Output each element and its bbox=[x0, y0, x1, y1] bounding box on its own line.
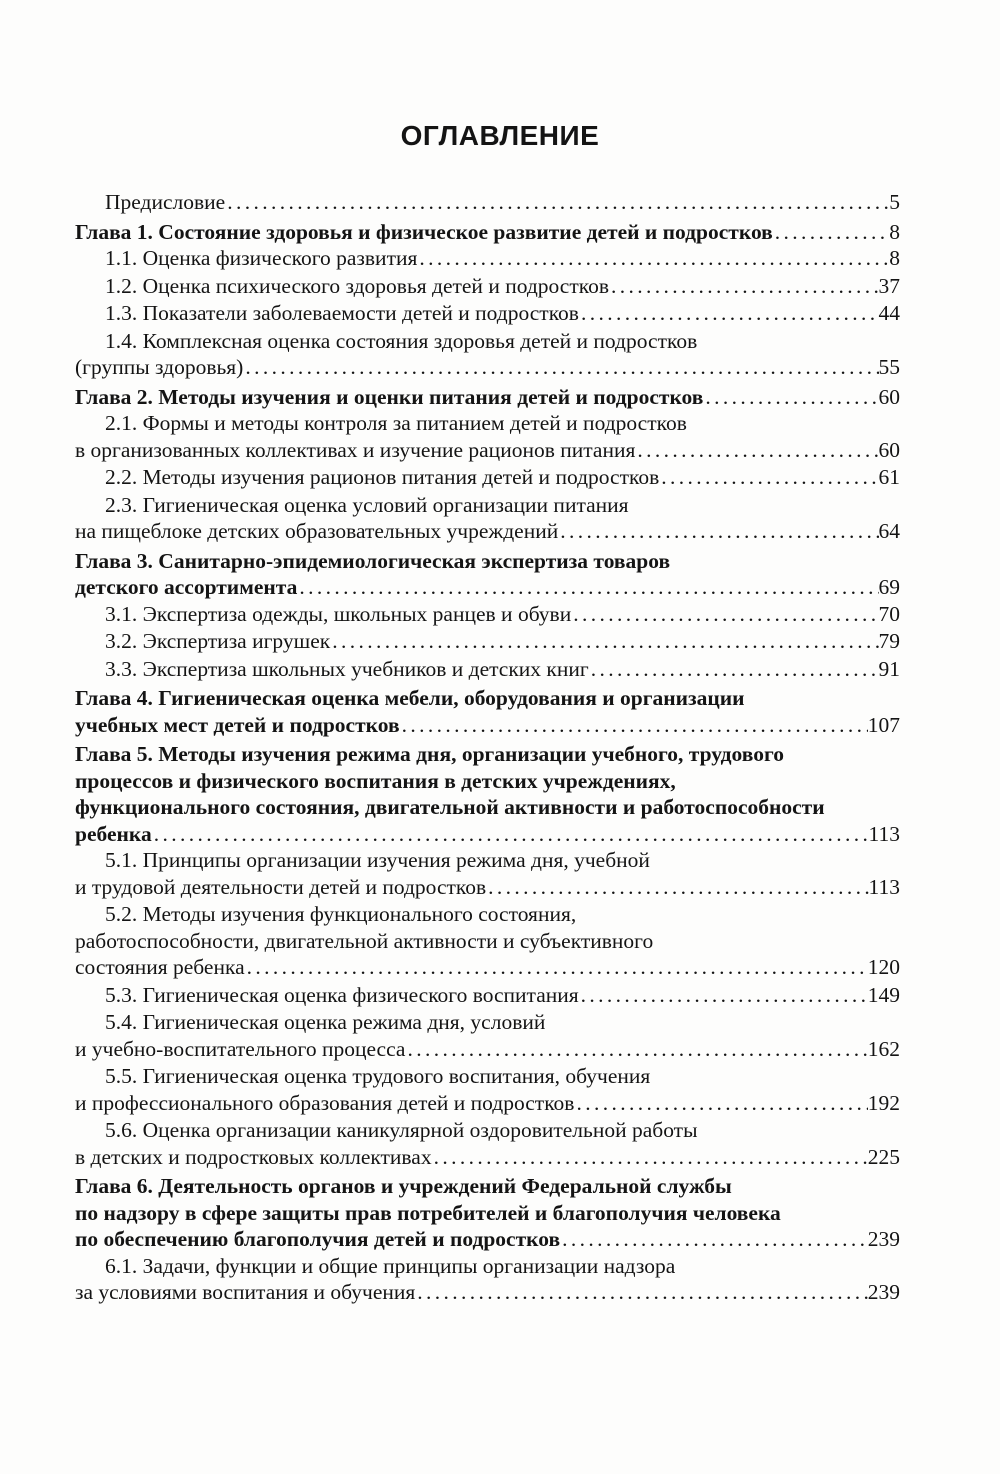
toc-line bbox=[75, 1117, 900, 1144]
toc-line bbox=[75, 628, 900, 655]
dot-leader bbox=[330, 628, 878, 655]
page-number: 69 bbox=[878, 575, 900, 599]
toc-entry-text: и профессионального образования детей и подростков bbox=[75, 1090, 575, 1115]
toc-entry-text: 2.3. Гигиеническая оценка условий организации питания bbox=[105, 492, 629, 517]
dot-leader bbox=[405, 1036, 867, 1063]
toc-entry-text: 3.3. Экспертиза школьных учебников и детских книг bbox=[105, 656, 589, 681]
toc-entry-text: Глава 1. Состояние здоровья и физическое развитие детей и подростков bbox=[75, 219, 773, 244]
toc-line bbox=[75, 518, 900, 545]
page-title: ОГЛАВЛЕНИЕ bbox=[400, 120, 600, 151]
toc-line bbox=[75, 685, 900, 712]
toc-line bbox=[75, 219, 900, 246]
dot-leader bbox=[152, 821, 869, 848]
toc-line bbox=[75, 300, 900, 327]
toc-entry-text: Глава 5. Методы изучения режима дня, организации учебного, трудового bbox=[75, 742, 784, 766]
toc-line bbox=[75, 768, 900, 795]
toc-chapter bbox=[75, 1173, 900, 1253]
toc-section bbox=[75, 656, 900, 683]
toc-line bbox=[75, 548, 900, 575]
dot-leader bbox=[571, 601, 878, 628]
toc-line bbox=[75, 712, 900, 739]
toc-line bbox=[75, 901, 900, 928]
toc-line bbox=[75, 821, 900, 848]
toc-line bbox=[75, 928, 900, 955]
dot-leader bbox=[659, 464, 878, 491]
dot-leader bbox=[558, 518, 878, 545]
toc-line bbox=[75, 954, 900, 981]
toc-line bbox=[75, 328, 900, 355]
toc-entry-text: Глава 4. Гигиеническая оценка мебели, оборудования и организации bbox=[75, 686, 745, 710]
toc-section bbox=[75, 847, 900, 900]
toc-entry-text: детского ассортимента bbox=[75, 575, 298, 599]
toc-entry-text: за условиями воспитания и обучения bbox=[75, 1280, 416, 1304]
page-number: 61 bbox=[878, 465, 900, 489]
toc-line bbox=[75, 1173, 900, 1200]
page-number: 64 bbox=[878, 519, 900, 543]
toc-entry-text: 3.2. Экспертиза игрушек bbox=[105, 629, 331, 653]
toc-line bbox=[75, 982, 900, 1009]
dot-leader bbox=[703, 384, 878, 411]
page-number: 55 bbox=[878, 355, 900, 379]
toc-entry-text: учебных мест детей и подростков bbox=[75, 712, 400, 737]
dot-leader bbox=[297, 574, 878, 601]
toc-preface bbox=[75, 189, 900, 216]
toc-entry-text: 1.2. Оценка психического здоровья детей и подростков bbox=[105, 273, 610, 298]
toc-line bbox=[75, 1063, 900, 1090]
toc-entry-text: 5.2. Методы изучения функционального состояния, bbox=[105, 902, 577, 926]
toc-line bbox=[75, 1036, 900, 1063]
toc-line bbox=[75, 874, 900, 901]
toc-line bbox=[75, 410, 900, 437]
toc-entry-text: в детских и подростковых коллективах bbox=[75, 1144, 432, 1169]
toc-section bbox=[75, 245, 900, 272]
toc-chapter bbox=[75, 548, 900, 601]
page-number: 44 bbox=[878, 301, 900, 325]
table-of-contents bbox=[75, 189, 900, 1306]
page-number: 8 bbox=[889, 219, 900, 244]
page-number: 113 bbox=[868, 821, 900, 846]
dot-leader bbox=[773, 219, 889, 246]
toc-entry-text: 5.5. Гигиеническая оценка трудового воспитания, обучения bbox=[105, 1064, 651, 1088]
toc-chapter bbox=[75, 741, 900, 847]
toc-entry-text: и трудовой деятельности детей и подростков bbox=[75, 874, 487, 899]
toc-entry-text: в организованных коллективах и изучение рационов питания bbox=[75, 437, 636, 462]
toc-entry-text: по обеспечению благополучия детей и подростков bbox=[75, 1227, 561, 1251]
page-number: 120 bbox=[867, 955, 900, 979]
toc-section bbox=[75, 492, 900, 545]
toc-entry-text: работоспособности, двигательной активности и субъективного bbox=[75, 928, 654, 953]
page-number: 239 bbox=[867, 1280, 900, 1304]
dot-leader bbox=[579, 300, 879, 327]
toc-line bbox=[75, 1253, 900, 1280]
toc-entry-text: 5.6. Оценка организации каникулярной оздоровительной работы bbox=[105, 1118, 698, 1142]
toc-section bbox=[75, 328, 900, 381]
toc-entry-text: Предисловие bbox=[105, 190, 226, 214]
toc-section bbox=[75, 628, 900, 655]
page-number: 79 bbox=[878, 629, 900, 653]
toc-section bbox=[75, 464, 900, 491]
dot-leader bbox=[432, 1144, 868, 1171]
toc-line bbox=[75, 574, 900, 601]
toc-line bbox=[75, 1279, 900, 1306]
toc-section bbox=[75, 1009, 900, 1062]
toc-entry-text: функционального состояния, двигательной активности и работоспособности bbox=[75, 795, 825, 819]
page-number: 192 bbox=[867, 1090, 900, 1115]
page-number: 60 bbox=[878, 437, 900, 462]
toc-line bbox=[75, 384, 900, 411]
toc-entry-text: 5.4. Гигиеническая оценка режима дня, условий bbox=[105, 1010, 546, 1034]
toc-entry-text: процессов и физического воспитания в детских учреждениях, bbox=[75, 768, 676, 793]
page-number: 113 bbox=[868, 874, 900, 899]
toc-entry-text: и учебно-воспитательного процесса bbox=[75, 1036, 406, 1061]
toc-entry-text: 1.4. Комплексная оценка состояния здоровья детей и подростков bbox=[105, 328, 698, 353]
dot-leader bbox=[486, 874, 868, 901]
toc-entry-text: 5.3. Гигиеническая оценка физического воспитания bbox=[105, 982, 579, 1007]
toc-line bbox=[75, 1226, 900, 1253]
dot-leader bbox=[415, 1279, 867, 1306]
toc-entry-text: (группы здоровья) bbox=[75, 355, 244, 379]
toc-line bbox=[75, 1090, 900, 1117]
page-number: 5 bbox=[889, 190, 900, 214]
toc-line bbox=[75, 189, 900, 216]
toc-entry-text: 5.1. Принципы организации изучения режима дня, учебной bbox=[105, 848, 650, 872]
page-number: 60 bbox=[878, 384, 900, 409]
dot-leader bbox=[243, 354, 878, 381]
toc-line bbox=[75, 656, 900, 683]
toc-line bbox=[75, 794, 900, 821]
toc-chapter bbox=[75, 685, 900, 738]
toc-section bbox=[75, 982, 900, 1009]
dot-leader bbox=[609, 273, 878, 300]
toc-section bbox=[75, 601, 900, 628]
toc-section bbox=[75, 1117, 900, 1170]
dot-leader bbox=[579, 982, 868, 1009]
toc-line bbox=[75, 1009, 900, 1036]
dot-leader bbox=[245, 954, 868, 981]
toc-line bbox=[75, 354, 900, 381]
dot-leader bbox=[225, 189, 889, 216]
toc-section bbox=[75, 410, 900, 463]
toc-chapter bbox=[75, 219, 900, 246]
dot-leader bbox=[589, 656, 879, 683]
toc-section bbox=[75, 273, 900, 300]
toc-section bbox=[75, 901, 900, 981]
page-number: 91 bbox=[878, 656, 900, 681]
page-number: 239 bbox=[867, 1227, 900, 1251]
toc-entry-text: ребенка bbox=[75, 821, 152, 846]
toc-line bbox=[75, 1144, 900, 1171]
page-number: 225 bbox=[867, 1144, 900, 1169]
toc-entry-text: Глава 6. Деятельность органов и учреждений Федеральной службы bbox=[75, 1174, 732, 1198]
toc-entry-text: 2.1. Формы и методы контроля за питанием детей и подростков bbox=[105, 411, 687, 435]
toc-chapter bbox=[75, 384, 900, 411]
toc-line bbox=[75, 437, 900, 464]
toc-entry-text: 1.1. Оценка физического развития bbox=[105, 246, 418, 270]
dot-leader bbox=[400, 712, 868, 739]
dot-leader bbox=[574, 1090, 867, 1117]
page-number: 8 bbox=[889, 246, 900, 270]
toc-line bbox=[75, 847, 900, 874]
toc-line bbox=[75, 601, 900, 628]
toc-line bbox=[75, 273, 900, 300]
page-number: 37 bbox=[878, 273, 900, 298]
page-number: 107 bbox=[867, 712, 900, 737]
toc-line bbox=[75, 741, 900, 768]
page-number: 70 bbox=[878, 601, 900, 626]
toc-line bbox=[75, 1200, 900, 1227]
page-number: 149 bbox=[867, 982, 900, 1007]
toc-entry-text: Глава 2. Методы изучения и оценки питания детей и подростков bbox=[75, 384, 704, 409]
toc-entry-text: 3.1. Экспертиза одежды, школьных ранцев и обуви bbox=[105, 601, 572, 626]
toc-entry-text: Глава 3. Санитарно-эпидемиологическая экспертиза товаров bbox=[75, 548, 671, 573]
toc-entry-text: 6.1. Задачи, функции и общие принципы организации надзора bbox=[105, 1253, 676, 1278]
toc-section bbox=[75, 1253, 900, 1306]
toc-line bbox=[75, 464, 900, 491]
toc-entry-text: 1.3. Показатели заболеваемости детей и подростков bbox=[105, 301, 579, 325]
toc-line bbox=[75, 245, 900, 272]
dot-leader bbox=[635, 437, 878, 464]
toc-line bbox=[75, 492, 900, 519]
toc-section bbox=[75, 300, 900, 327]
page-number: 162 bbox=[867, 1036, 900, 1061]
toc-entry-text: 2.2. Методы изучения рационов питания детей и подростков bbox=[105, 465, 660, 489]
dot-leader bbox=[417, 245, 889, 272]
dot-leader bbox=[560, 1226, 868, 1253]
toc-entry-text: состояния ребенка bbox=[75, 955, 245, 979]
toc-section bbox=[75, 1063, 900, 1116]
toc-entry-text: по надзору в сфере защиты прав потребителей и благополучия человека bbox=[75, 1200, 781, 1225]
toc-entry-text: на пищеблоке детских образовательных учреждений bbox=[75, 519, 559, 543]
